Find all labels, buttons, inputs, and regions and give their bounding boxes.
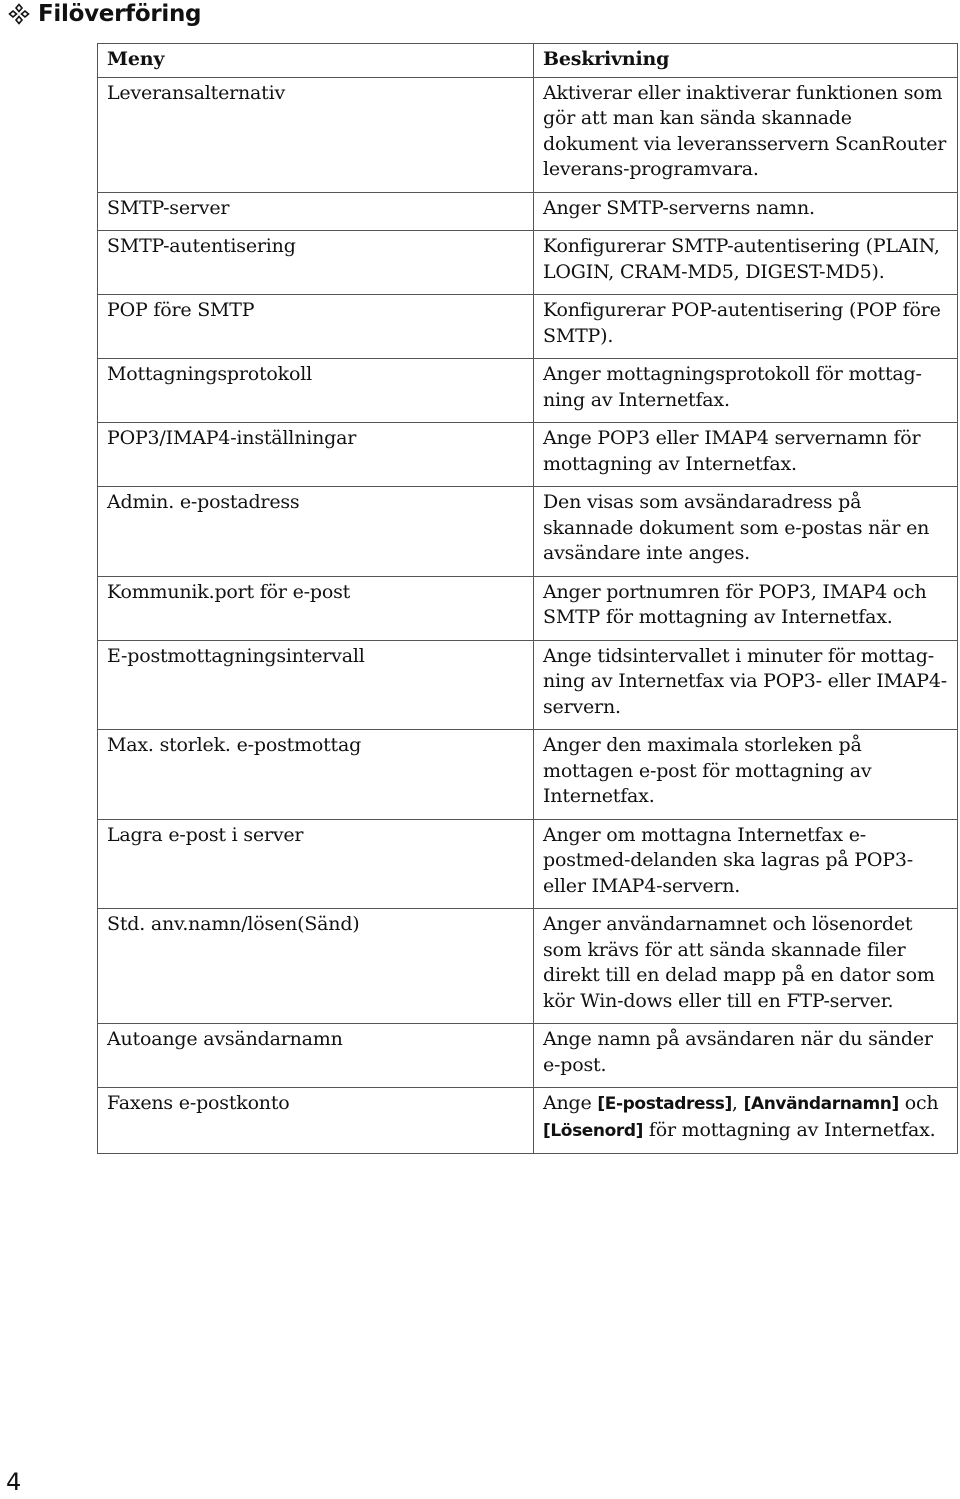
table-row [98,909,958,1024]
table-row [98,576,958,640]
description-cell: Anger SMTP-serverns namn. [534,192,958,231]
menu-cell: Leveransalternativ [98,77,534,192]
menu-cell: POP3/IMAP4-inställningar [98,423,534,487]
menu-cell: Autoange avsändarnamn [98,1024,534,1088]
column-header-description: Beskrivning [534,44,958,78]
description-cell [534,1088,958,1154]
table-row [98,1024,958,1088]
description-cell: Anger portnumren för POP3, IMAP4 och SMTP för mottagning av Internetfax. [534,576,958,640]
key-label-email: [E-postadress] [597,1094,732,1114]
description-cell: Ange namn på avsändaren när du sänder e-post. [534,1024,958,1088]
table-row [98,819,958,909]
description-cell: Ange tidsintervallet i minuter för mottag-ning av Internetfax via POP3- eller IMAP4-servern. [534,640,958,730]
table-row [98,192,958,231]
table-header-row [98,44,958,78]
table-row [98,359,958,423]
menu-cell: Admin. e-postadress [98,487,534,577]
key-label-password: [Lösenord] [543,1120,644,1141]
menu-cell: SMTP-server [98,192,534,231]
description-text: och [898,1092,939,1114]
description-text: Ange [543,1092,598,1114]
description-text: för mottagning av Internetfax. [643,1118,936,1141]
table-row [98,423,958,487]
section-heading [8,0,201,28]
menu-cell: Kommunik.port för e-post [98,576,534,640]
description-cell: Anger användarnamnet och lösenordet som krävs för att sända skannade filer direkt till en delad mapp på en dator som kör Win-dows eller till en FTP-server. [534,909,958,1024]
menu-cell: Mottagningsprotokoll [98,359,534,423]
menu-cell: Max. storlek. e-postmottag [98,730,534,820]
description-cell: Konfigurerar POP-autentisering (POP före SMTP). [534,295,958,359]
description-cell: Anger den maximala storleken på mottagen e-post för mottagning av Internetfax. [534,730,958,820]
description-cell: Konfigurerar SMTP-autentisering (PLAIN, LOGIN, CRAM-MD5, DIGEST-MD5). [534,231,958,295]
section-title: Filöverföring [38,1,202,27]
table-body [98,77,958,1154]
description-cell: Ange POP3 eller IMAP4 servernamn för mottagning av Internetfax. [534,423,958,487]
menu-cell: Faxens e-postkonto [98,1088,534,1154]
table-row [98,640,958,730]
four-diamond-bullet-icon [8,3,30,25]
menu-description-table [97,43,958,1154]
key-label-username: [Användarnamn] [743,1094,899,1114]
column-header-menu: Meny [98,44,534,78]
description-cell: Den visas som avsändaradress på skannade dokument som e-postas när en avsändare inte anges. [534,487,958,577]
description-cell: Aktiverar eller inaktiverar funktionen som gör att man kan sända skannade dokument via leveransservern ScanRouter leverans-programvara. [534,77,958,192]
table-row [98,231,958,295]
table-row [98,1088,958,1154]
page-number: 4 [6,1468,22,1496]
menu-cell: SMTP-autentisering [98,231,534,295]
table-row [98,487,958,577]
table-row [98,77,958,192]
menu-cell: E-postmottagningsintervall [98,640,534,730]
description-cell: Anger om mottagna Internetfax e-postmed-delanden ska lagras på POP3- eller IMAP4-servern. [534,819,958,909]
menu-cell: Lagra e-post i server [98,819,534,909]
menu-cell: POP före SMTP [98,295,534,359]
description-text: , [731,1092,744,1114]
description-cell: Anger mottagningsprotokoll för mottag-ning av Internetfax. [534,359,958,423]
table-row [98,295,958,359]
menu-cell: Std. anv.namn/lösen(Sänd) [98,909,534,1024]
table-row [98,730,958,820]
